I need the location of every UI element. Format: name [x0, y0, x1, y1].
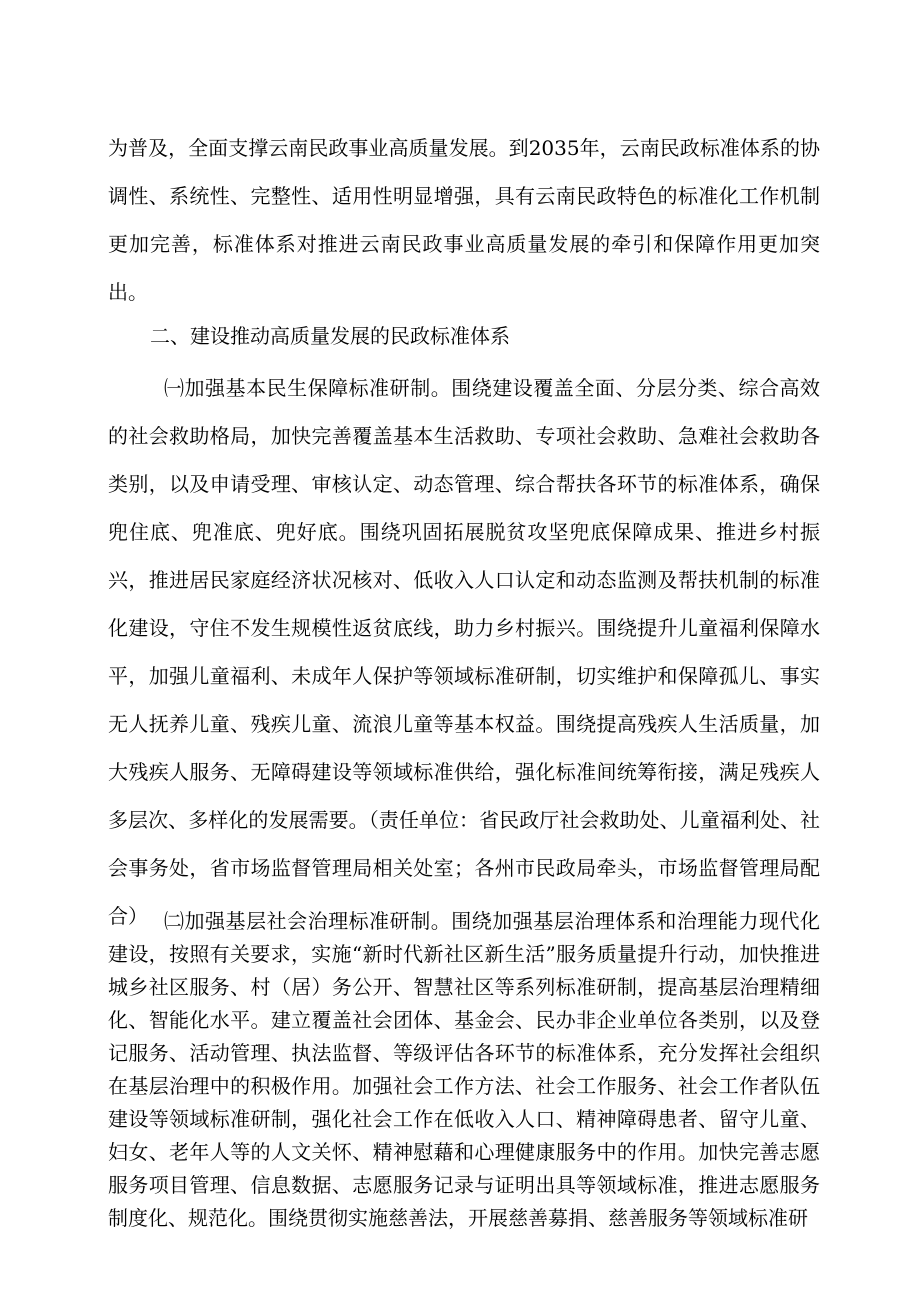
section-heading: 二、建设推动高质量发展的民政标准体系 [150, 324, 510, 348]
paragraph-grassroots-governance: ㈡加强基层社会治理标准研制。围绕加强基层治理体系和治理能力现代化建设，按照有关要求，实施“新时代新社区新生活”服务质量提升行动，加快推进城乡社区服务、村（居）务公开、智慧社区等系列标准研制，提高基层治理精细化、智能化水平。建立覆盖社会团体、基金会、民办非企业单位各类别，以及登记服务、活动管理、执法监督、等级评估各环节的标准体系，充分发挥社会组织在基层治理中的积极作用。加强社会工作方法、社会工作服务、社会工作者队伍建设等领域标准研制，强化社会工作在低收入人口、精神障碍患者、留守儿童、妇女、老年人等的人文关怀、精神慰藉和心理健康服务中的作用。加快完善志愿服务项目管理、信息数据、志愿服务记录与证明出具等领域标准，推进志愿服务制度化、规范化。围绕贯彻实施慈善法，开展慈善募捐、慈善服务等领域标准研 [108, 909, 820, 1230]
paragraph-continuation: 为普及，全面支撑云南民政事业高质量发展。到2035年，云南民政标准体系的协调性、系统性、完整性、适用性明显增强，具有云南民政特色的标准化工作机制更加完善，标准体系对推进云南民政事业高质量发展的牵引和保障作用更加突出。 [108, 136, 820, 304]
paragraph-basic-livelihood: ㈠加强基本民生保障标准研制。围绕建设覆盖全面、分层分类、综合高效的社会救助格局，加快完善覆盖基本生活救助、专项社会救助、急难社会救助各类别，以及申请受理、审核认定、动态管理、综合帮扶各环节的标准体系，确保兜住底、兜准底、兜好底。围绕巩固拓展脱贫攻坚兜底保障成果、推进乡村振兴，推进居民家庭经济状况核对、低收入人口认定和动态监测及帮扶机制的标准化建设，守住不发生规模性返贫底线，助力乡村振兴。围绕提升儿童福利保障水平，加强儿童福利、未成年人保护等领域标准研制，切实维护和保障孤儿、事实无人抚养儿童、残疾儿童、流浪儿童等基本权益。围绕提高残疾人生活质量，加大残疾人服务、无障碍建设等领域标准供给，强化标准间统筹衔接，满足残疾人多层次、多样化的发展需要。（责任单位：省民政厅社会救助处、儿童福利处、社会事务处，省市场监督管理局相关处室；各州市民政局牵头，市场监督管理局配合） [108, 376, 820, 928]
